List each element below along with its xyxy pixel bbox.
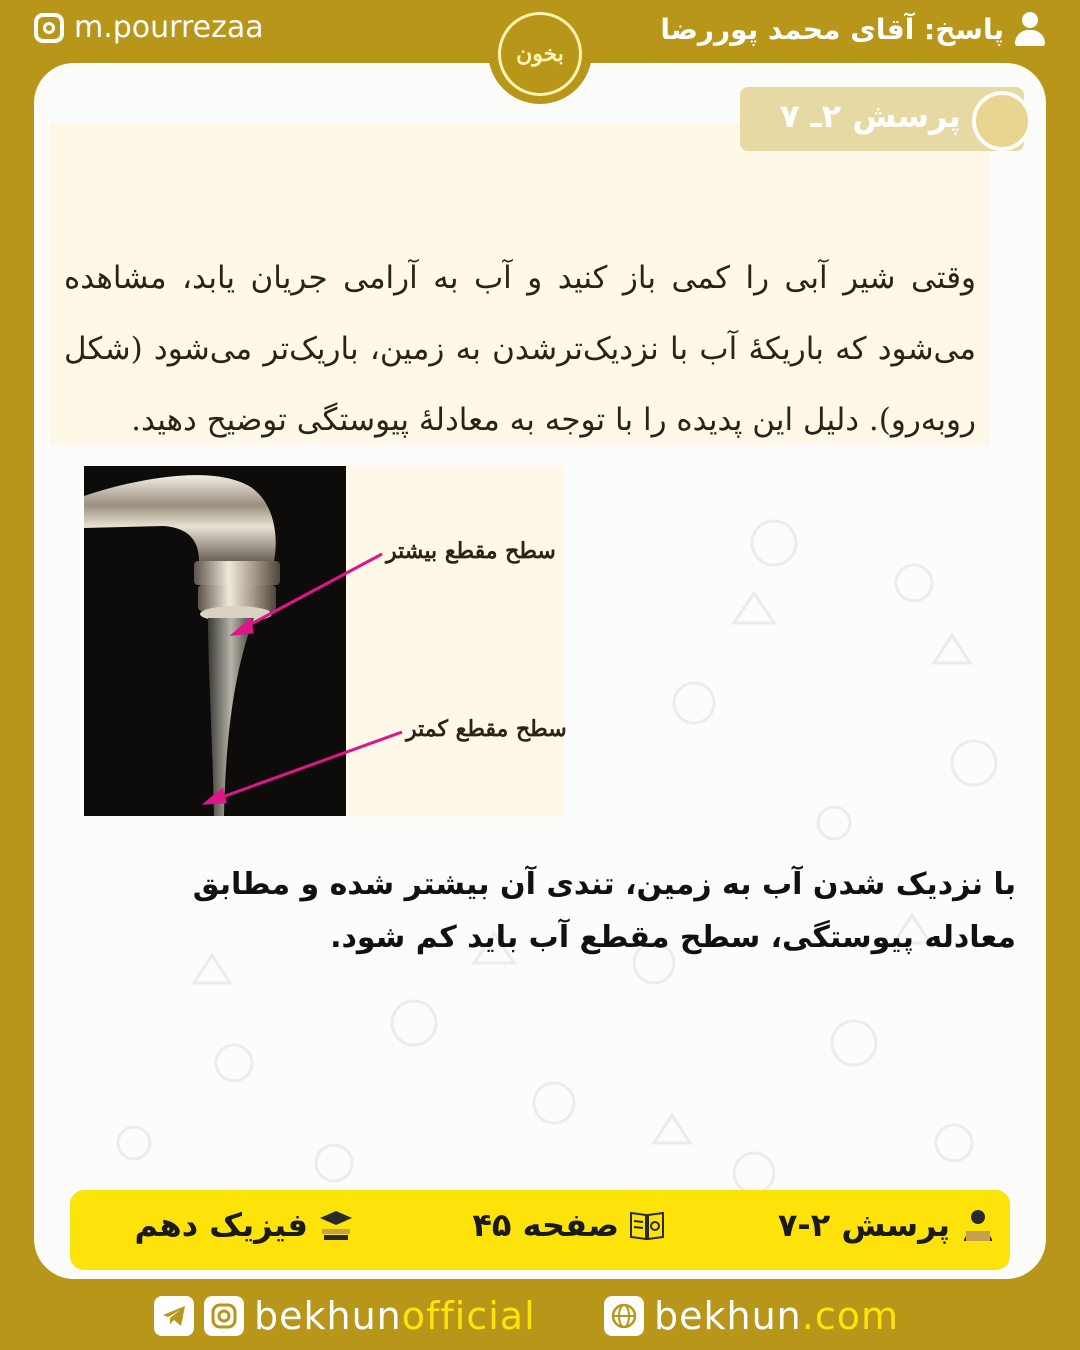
instagram-footer-icon — [204, 1296, 244, 1336]
question-text: وقتی شیر آبی را کمی باز کنید و آب به آرامی جریان یابد، مشاهده می‌شود که باریکهٔ آب با نزدیک‌ترشدن به زمین، باریک‌تر می‌شود (شکل روبه‌رو). دلیل این پدیده را با توجه به معادلهٔ پیوستگی توضیح دهید. — [64, 260, 976, 438]
info-page-text: صفحه ۴۵ — [472, 1206, 619, 1244]
info-subject — [134, 1206, 354, 1244]
student-icon — [960, 1207, 996, 1243]
question-box — [50, 123, 990, 445]
figure-arrows — [84, 466, 564, 816]
answer-author — [660, 12, 1046, 46]
info-subject-text: فیزیک دهم — [134, 1206, 308, 1244]
instagram-handle-text: m.pourrezaa — [74, 10, 264, 45]
social-handle-suffix: official — [401, 1294, 536, 1338]
globe-icon — [604, 1296, 644, 1336]
telegram-icon — [154, 1296, 194, 1336]
website-suffix: .com — [801, 1294, 900, 1338]
graduation-books-icon — [318, 1207, 354, 1243]
label-smaller-cross-section: سطح مقطع کمتر — [406, 716, 567, 742]
question-label-text: پرسش ۲ـ ۷ — [780, 97, 961, 135]
info-question — [778, 1206, 996, 1244]
footer-bar — [0, 1280, 1080, 1350]
info-bar — [70, 1190, 1010, 1270]
website-link[interactable] — [604, 1294, 899, 1338]
info-page — [472, 1206, 665, 1244]
instagram-handle[interactable] — [34, 10, 264, 45]
website-prefix: bekhun — [654, 1294, 802, 1338]
question-label-dot — [972, 91, 1032, 151]
social-handle[interactable] — [154, 1294, 536, 1338]
social-handle-text — [254, 1294, 536, 1338]
brand-logo — [488, 4, 592, 104]
social-handle-prefix: bekhun — [254, 1294, 402, 1338]
answer-author-text: پاسخ: آقای محمد پوررضا — [660, 12, 1004, 46]
info-question-text: پرسش ۲-۷ — [777, 1206, 950, 1244]
instagram-icon — [34, 13, 64, 43]
logo-text: بخون — [516, 41, 564, 67]
label-larger-cross-section: سطح مقطع بیشتر — [386, 538, 556, 564]
open-book-icon — [629, 1207, 665, 1243]
user-icon — [1014, 12, 1046, 46]
answer-text: با نزدیک شدن آب به زمین، تندی آن بیشتر شده و مطابق معادله پیوستگی، سطح مقطع آب باید کم شود. — [192, 867, 1016, 955]
website-text — [654, 1294, 899, 1338]
question-label — [740, 87, 1024, 151]
logo-emblem — [498, 12, 582, 96]
faucet-figure — [84, 466, 567, 816]
content-card — [34, 63, 1046, 1279]
